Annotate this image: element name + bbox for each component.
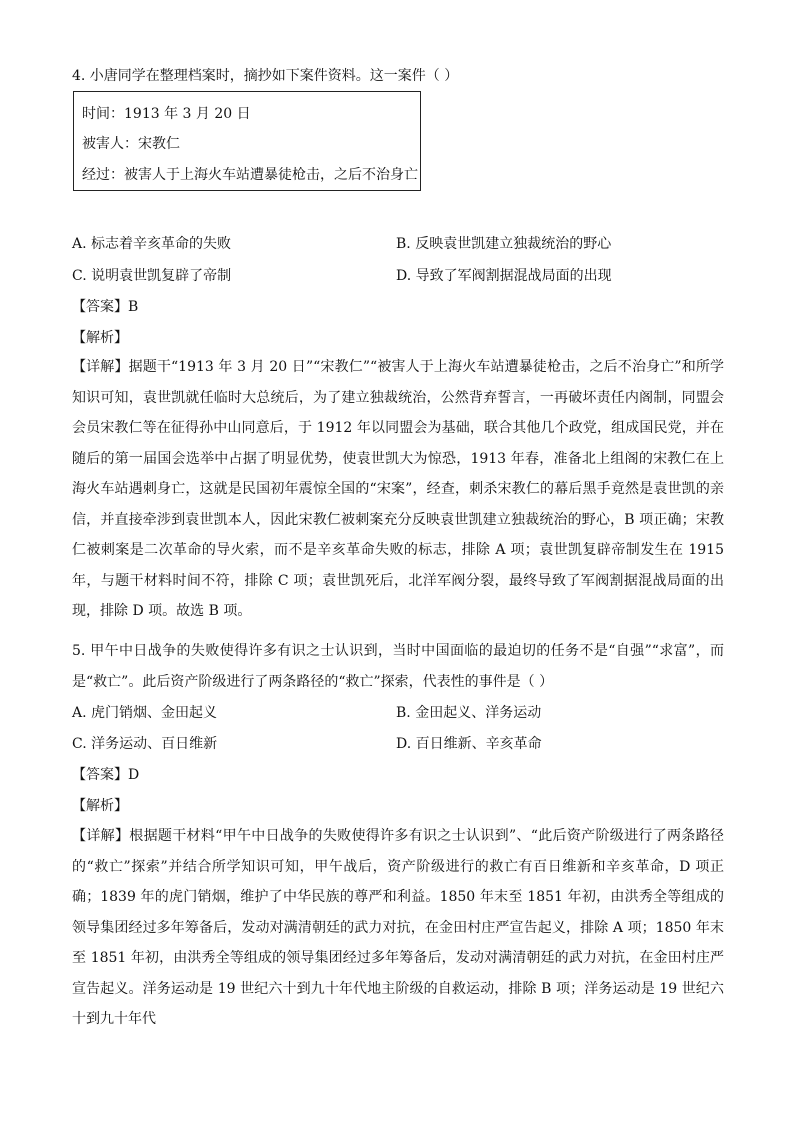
q5-analysis-label: 【解析】: [72, 798, 128, 814]
q5-option-d: D. 百日维新、辛亥革命: [396, 736, 542, 752]
q4-option-a: A. 标志着辛亥革命的失败: [72, 236, 232, 252]
q5-detail: 【详解】根据题干材料“甲午中日战争的失败使得许多有识之士认识到”、“此后资产阶级进行了两条路径的“救亡”探索”并结合所学知识可知，甲午战后，资产阶级进行的救亡有百日维新和辛亥革命，D 项正确；1839 年的虎门销烟，维护了中华民族的尊严和利益。1850 年末至 1851 年初，由洪秀全等组成的领导集团经过多年筹备后，发动对满清朝廷的武力对抗，在金田村庄严宣告起义，排除 A 项；1850 年末至 1851 年初，由洪秀全等组成的领导集团经过多年筹备后，发动对满清朝廷的武力对抗，在金田村庄严宣告起义。洋务运动是 19 世纪六十到九十年代地主阶级的自救运动，排除 B 项；洋务运动是 19 世纪六十到九十年代: [72, 828, 724, 1027]
q5-option-c: C. 洋务运动、百日维新: [72, 736, 218, 752]
q5-option-b: B. 金田起义、洋务运动: [396, 705, 542, 721]
q4-option-b: B. 反映袁世凯建立独裁统治的野心: [396, 236, 612, 252]
q4-case-process: 经过：被害人于上海火车站遭暴徒枪击，之后不治身亡: [82, 167, 418, 183]
q4-case-victim: 被害人：宋教仁: [82, 136, 180, 152]
q5-stem: 5. 甲午中日战争的失败使得许多有识之士认识到，当时中国面临的最迫切的任务不是“自强”“求富”，而是“救亡”。此后资产阶级进行了两条路径的“救亡”探索，代表性的事件是（ ）: [72, 643, 724, 690]
q5-answer: 【答案】D: [72, 767, 140, 783]
q4-stem: 4. 小唐同学在整理档案时，摘抄如下案件资料。这一案件（ ）: [72, 68, 459, 84]
q4-option-c: C. 说明袁世凯复辟了帝制: [72, 268, 232, 284]
q4-detail: 【详解】据题干“1913 年 3 月 20 日”“宋教仁”“被害人于上海火车站遭暴徒枪击，之后不治身亡”和所学知识可知，袁世凯就任临时大总统后，为了建立独裁统治，公然背弃誓言，一再破坏责任内阁制，同盟会会员宋教仁等在征得孙中山同意后，于 1912 年以同盟会为基础，联合其他几个政党，组成国民党，并在随后的第一届国会选举中占据了明显优势，使袁世凯大为惊恐，1913 年春，准备北上组阁的宋教仁在上海火车站遇刺身亡，这就是民国初年震惊全国的“宋案”，经查，刺杀宋教仁的幕后黑手竟然是袁世凯的亲信，并直接牵涉到袁世凯本人，因此宋教仁被刺案充分反映袁世凯建立独裁统治的野心，B 项正确；宋教仁被刺案是二次革命的导火索，而不是辛亥革命失败的标志，排除 A 项；袁世凯复辟帝制发生在 1915 年，与题干材料时间不符，排除 C 项；袁世凯死后，北洋军阀分裂，最终导致了军阀割据混战局面的出现，排除 D 项。故选 B 项。: [72, 359, 724, 619]
q4-analysis-label: 【解析】: [72, 330, 128, 346]
q4-answer: 【答案】B: [72, 299, 139, 315]
q4-case-time: 时间：1913 年 3 月 20 日: [82, 106, 251, 122]
q5-option-a: A. 虎门销烟、金田起义: [72, 705, 218, 721]
q4-case-box: [73, 91, 421, 191]
q4-option-d: D. 导致了军阀割据混战局面的出现: [396, 268, 612, 284]
